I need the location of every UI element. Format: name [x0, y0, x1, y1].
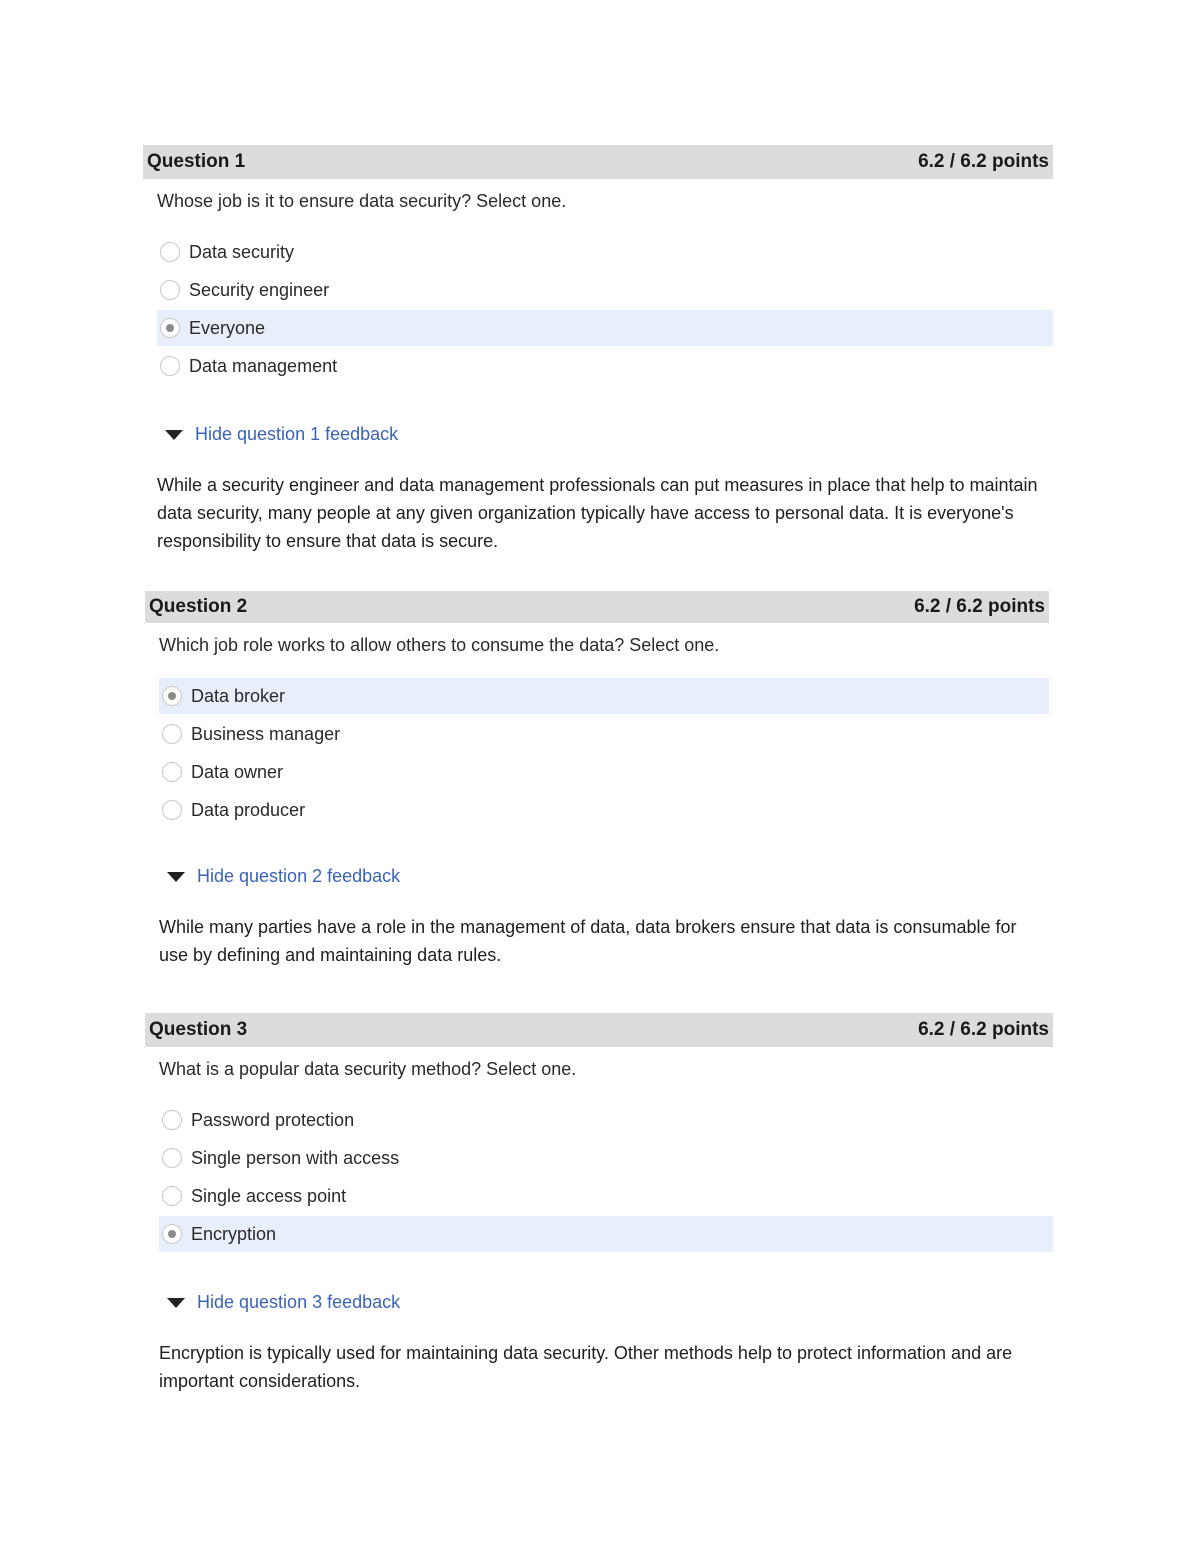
feedback-text: While many parties have a role in the management of data, data brokers ensure that data is consumable for use by defining and maintaining data rules. [159, 917, 1017, 965]
question-prompt: Whose job is it to ensure data security? Select one. [157, 191, 567, 211]
answer-option-label: Single person with access [191, 1147, 400, 1168]
answer-option-selected[interactable] [159, 1216, 1053, 1252]
answer-option[interactable] [159, 716, 1049, 752]
question-1 [143, 145, 1053, 555]
answer-options [159, 678, 1049, 828]
radio-button-selected[interactable] [160, 318, 180, 338]
hide-feedback-toggle[interactable] [157, 424, 1053, 445]
answer-option-label: Data owner [191, 761, 284, 782]
question-body [145, 635, 1049, 969]
answer-option[interactable] [159, 1140, 1053, 1176]
answer-option[interactable] [159, 1102, 1053, 1138]
caret-down-icon[interactable] [167, 1298, 185, 1308]
answer-option-label: Data producer [191, 799, 306, 820]
radio-button[interactable] [162, 800, 182, 820]
question-header [145, 591, 1049, 623]
answer-option[interactable] [159, 792, 1049, 828]
answer-options [157, 234, 1053, 384]
answer-option[interactable] [157, 348, 1053, 384]
question-body [145, 1059, 1053, 1395]
radio-button[interactable] [162, 724, 182, 744]
question-title: Question 1 [147, 151, 246, 172]
answer-option[interactable] [159, 754, 1049, 790]
hide-feedback-link[interactable]: Hide question 3 feedback [197, 1292, 401, 1312]
answer-option-label: Data security [189, 241, 295, 262]
answer-option[interactable] [159, 1178, 1053, 1214]
hide-feedback-toggle[interactable] [159, 1292, 1053, 1313]
question-title: Question 3 [149, 1019, 248, 1040]
radio-button[interactable] [162, 1110, 182, 1130]
radio-dot-icon [168, 692, 176, 700]
question-points: 6.2 / 6.2 points [918, 151, 1049, 172]
caret-down-icon[interactable] [167, 872, 185, 882]
answer-option-label: Encryption [191, 1223, 277, 1244]
answer-option-label: Password protection [191, 1109, 355, 1130]
answer-option[interactable] [157, 272, 1053, 308]
radio-button[interactable] [162, 1148, 182, 1168]
radio-button-selected[interactable] [162, 686, 182, 706]
hide-feedback-link[interactable]: Hide question 2 feedback [197, 866, 401, 886]
answer-option-label: Everyone [189, 317, 266, 338]
feedback-text: Encryption is typically used for maintaining data security. Other methods help to protect information and are important considerations. [159, 1343, 1013, 1391]
question-points: 6.2 / 6.2 points [918, 1019, 1049, 1040]
answer-options [159, 1102, 1053, 1252]
radio-button[interactable] [162, 1186, 182, 1206]
question-header [143, 145, 1053, 179]
radio-button-selected[interactable] [162, 1224, 182, 1244]
radio-button[interactable] [160, 356, 180, 376]
question-title: Question 2 [149, 596, 248, 617]
question-points: 6.2 / 6.2 points [914, 596, 1045, 617]
question-header [145, 1013, 1053, 1047]
answer-option[interactable] [157, 234, 1053, 270]
radio-button[interactable] [160, 280, 180, 300]
answer-option-selected[interactable] [157, 310, 1053, 346]
hide-feedback-link[interactable]: Hide question 1 feedback [195, 424, 399, 444]
question-prompt: Which job role works to allow others to consume the data? Select one. [159, 635, 720, 655]
question-prompt: What is a popular data security method? Select one. [159, 1059, 577, 1079]
answer-option-label: Data management [189, 355, 338, 376]
answer-option-label: Single access point [191, 1185, 347, 1206]
answer-option-label: Data broker [191, 685, 286, 706]
radio-dot-icon [166, 324, 174, 332]
radio-dot-icon [168, 1230, 176, 1238]
answer-option-label: Security engineer [189, 279, 330, 300]
caret-down-icon[interactable] [165, 430, 183, 440]
feedback-text: While a security engineer and data management professionals can put measures in place that help to maintain data security, many people at any given organization typically have access to personal data. It is everyone's responsibility to ensure that data is secure. [157, 475, 1038, 551]
radio-button[interactable] [160, 242, 180, 262]
question-2 [145, 591, 1049, 969]
question-3 [145, 1013, 1053, 1395]
radio-button[interactable] [162, 762, 182, 782]
answer-option-label: Business manager [191, 723, 341, 744]
answer-option-selected[interactable] [159, 678, 1049, 714]
hide-feedback-toggle[interactable] [159, 866, 1049, 887]
question-body [143, 191, 1053, 555]
